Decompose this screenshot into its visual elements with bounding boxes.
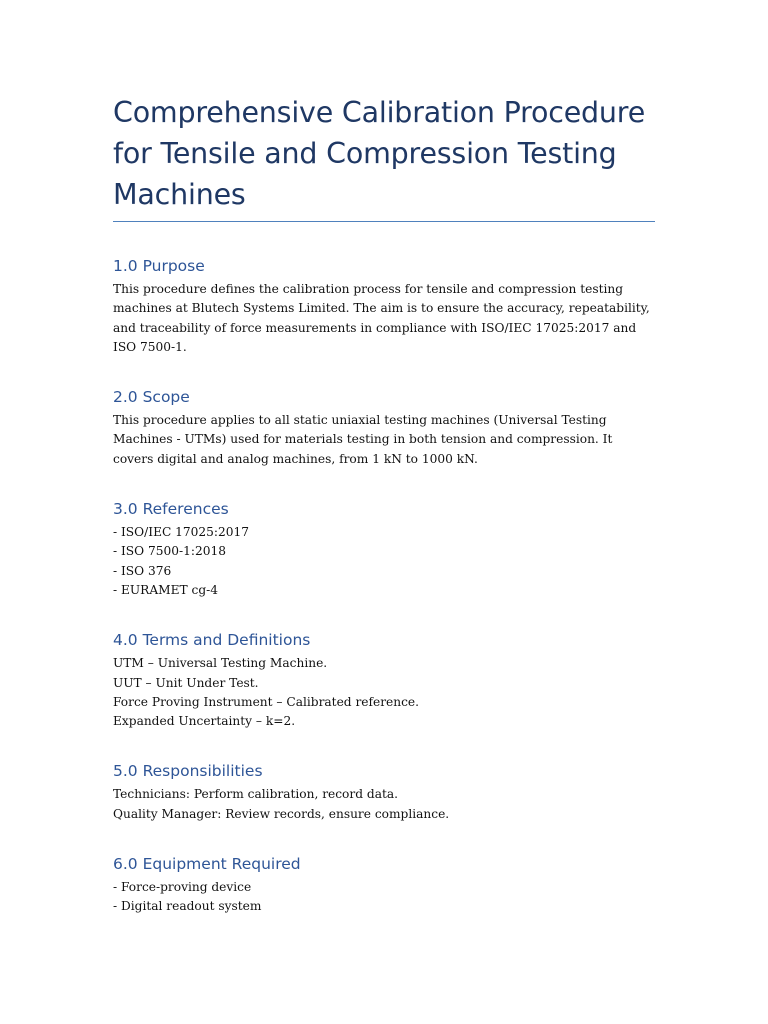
section-heading: 1.0 Purpose: [113, 257, 205, 275]
section-terms: [113, 630, 655, 731]
section-heading: 3.0 References: [113, 500, 229, 519]
list-item: - ISO 7500-1:2018: [113, 544, 227, 559]
section-references: [113, 499, 655, 600]
section-scope: [113, 387, 655, 469]
section-heading: 6.0 Equipment Required: [113, 855, 301, 874]
list-item: - ISO 376: [113, 563, 172, 578]
section-purpose: [113, 256, 655, 357]
definition-list: [113, 654, 655, 731]
list-item: - ISO/IEC 17025:2017: [113, 525, 250, 540]
list-item: - Digital readout system: [113, 899, 262, 914]
document-title: Comprehensive Calibration Procedure for Tensile and Compression Testing Machines: [113, 96, 646, 211]
section-paragraph: This procedure applies to all static uniaxial testing machines (Universal Testing Machines - UTMs) used for materials testing in both tension and compression. It covers digital and analog machines, from 1 kN to 1000 kN.: [113, 413, 613, 466]
section-responsibilities: [113, 761, 655, 824]
document-page: [113, 92, 655, 947]
list-item: UTM – Universal Testing Machine.: [113, 656, 328, 671]
title-divider: [113, 221, 655, 222]
equipment-list: [113, 878, 655, 917]
responsibility-list: [113, 785, 655, 824]
list-item: Expanded Uncertainty – k=2.: [113, 714, 296, 729]
list-item: - Force-proving device: [113, 880, 252, 895]
section-heading: 4.0 Terms and Definitions: [113, 631, 311, 650]
section-heading: 5.0 Responsibilities: [113, 762, 263, 781]
list-item: Technicians: Perform calibration, record data.: [113, 787, 399, 802]
section-heading: 2.0 Scope: [113, 388, 190, 407]
list-item: Force Proving Instrument – Calibrated reference.: [113, 694, 420, 709]
reference-list: [113, 523, 655, 600]
list-item: UUT – Unit Under Test.: [113, 675, 259, 690]
list-item: Quality Manager: Review records, ensure compliance.: [113, 806, 450, 821]
section-equipment: [113, 854, 655, 917]
list-item: - EURAMET cg-4: [113, 582, 219, 597]
section-paragraph: This procedure defines the calibration process for tensile and compression testing machines at Blutech Systems Limited. The aim is to ensure the accuracy, repeatability, and traceability of force measurements in compliance with ISO/IEC 17025:2017 and ISO 7500-1.: [113, 282, 650, 354]
